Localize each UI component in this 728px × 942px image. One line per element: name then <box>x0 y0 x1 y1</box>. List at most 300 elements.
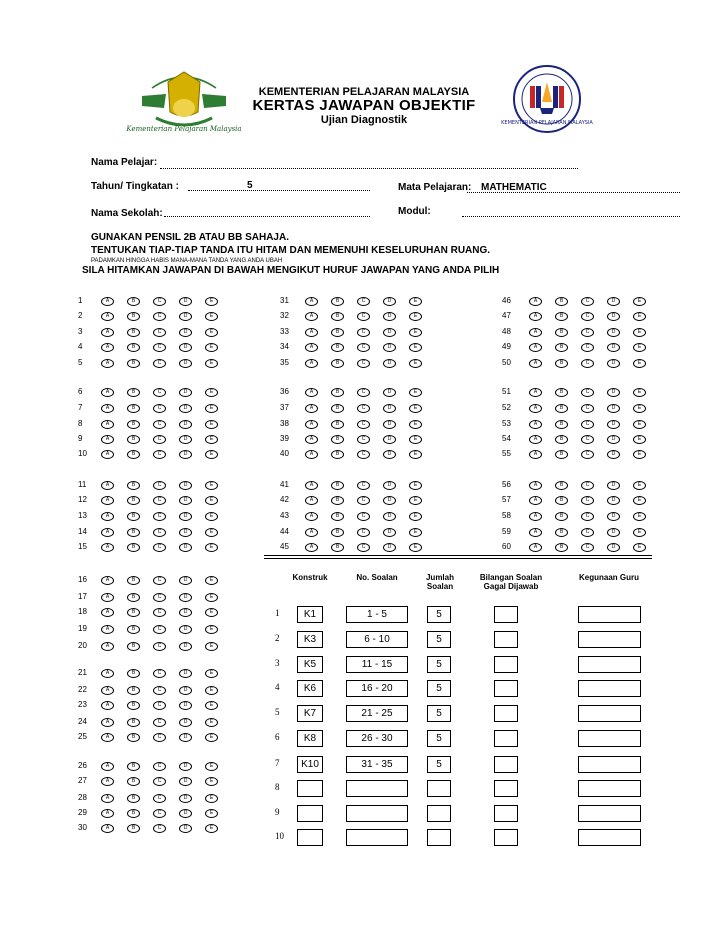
answer-bubble-c[interactable]: C <box>581 512 594 521</box>
teacher-cell[interactable] <box>578 656 641 673</box>
answer-bubble-d[interactable]: D <box>179 450 192 459</box>
answer-bubble-b[interactable]: B <box>331 297 344 306</box>
answer-bubble-e[interactable]: E <box>205 576 218 585</box>
answer-bubble-d[interactable]: D <box>383 481 396 490</box>
answer-bubble-a[interactable]: A <box>101 312 114 321</box>
teacher-cell[interactable] <box>578 631 641 648</box>
answer-bubble-d[interactable]: D <box>607 512 620 521</box>
answer-bubble-d[interactable]: D <box>607 481 620 490</box>
answer-bubble-e[interactable]: E <box>205 528 218 537</box>
answer-bubble-e[interactable]: E <box>205 608 218 617</box>
answer-bubble-b[interactable]: B <box>127 343 140 352</box>
answer-bubble-b[interactable]: B <box>127 496 140 505</box>
failed-cell[interactable] <box>494 631 518 648</box>
answer-bubble-d[interactable]: D <box>383 420 396 429</box>
answer-bubble-a[interactable]: A <box>305 435 318 444</box>
answer-bubble-e[interactable]: E <box>205 686 218 695</box>
answer-bubble-e[interactable]: E <box>205 701 218 710</box>
answer-bubble-a[interactable]: A <box>101 718 114 727</box>
answer-bubble-b[interactable]: B <box>127 359 140 368</box>
answer-bubble-d[interactable]: D <box>179 388 192 397</box>
answer-bubble-a[interactable]: A <box>305 359 318 368</box>
answer-bubble-d[interactable]: D <box>383 404 396 413</box>
teacher-cell[interactable] <box>578 829 641 846</box>
answer-bubble-d[interactable]: D <box>383 328 396 337</box>
answer-bubble-b[interactable]: B <box>331 496 344 505</box>
answer-bubble-b[interactable]: B <box>127 686 140 695</box>
answer-bubble-c[interactable]: C <box>153 642 166 651</box>
answer-bubble-a[interactable]: A <box>101 809 114 818</box>
answer-bubble-b[interactable]: B <box>331 359 344 368</box>
answer-bubble-b[interactable]: B <box>127 512 140 521</box>
answer-bubble-c[interactable]: C <box>357 481 370 490</box>
answer-bubble-d[interactable]: D <box>179 576 192 585</box>
answer-bubble-b[interactable]: B <box>555 404 568 413</box>
answer-bubble-c[interactable]: C <box>153 686 166 695</box>
answer-bubble-d[interactable]: D <box>179 642 192 651</box>
answer-bubble-d[interactable]: D <box>179 669 192 678</box>
answer-bubble-d[interactable]: D <box>383 450 396 459</box>
answer-bubble-e[interactable]: E <box>205 777 218 786</box>
answer-bubble-d[interactable]: D <box>607 404 620 413</box>
answer-bubble-d[interactable]: D <box>383 343 396 352</box>
answer-bubble-e[interactable]: E <box>205 359 218 368</box>
answer-bubble-c[interactable]: C <box>153 359 166 368</box>
answer-bubble-a[interactable]: A <box>305 388 318 397</box>
teacher-cell[interactable] <box>578 805 641 822</box>
answer-bubble-b[interactable]: B <box>127 481 140 490</box>
answer-bubble-c[interactable]: C <box>153 718 166 727</box>
year-field[interactable] <box>188 190 370 191</box>
answer-bubble-d[interactable]: D <box>607 543 620 552</box>
answer-bubble-c[interactable]: C <box>153 701 166 710</box>
answer-bubble-c[interactable]: C <box>357 297 370 306</box>
answer-bubble-a[interactable]: A <box>305 328 318 337</box>
answer-bubble-a[interactable]: A <box>101 359 114 368</box>
answer-bubble-d[interactable]: D <box>383 528 396 537</box>
answer-bubble-e[interactable]: E <box>409 312 422 321</box>
answer-bubble-b[interactable]: B <box>127 733 140 742</box>
answer-bubble-c[interactable]: C <box>581 496 594 505</box>
answer-bubble-c[interactable]: C <box>153 777 166 786</box>
answer-bubble-c[interactable]: C <box>153 404 166 413</box>
answer-bubble-b[interactable]: B <box>127 669 140 678</box>
answer-bubble-c[interactable]: C <box>153 343 166 352</box>
answer-bubble-e[interactable]: E <box>205 312 218 321</box>
answer-bubble-d[interactable]: D <box>179 686 192 695</box>
answer-bubble-c[interactable]: C <box>153 809 166 818</box>
answer-bubble-d[interactable]: D <box>179 762 192 771</box>
answer-bubble-a[interactable]: A <box>305 343 318 352</box>
teacher-cell[interactable] <box>578 680 641 697</box>
answer-bubble-a[interactable]: A <box>101 543 114 552</box>
answer-bubble-d[interactable]: D <box>179 328 192 337</box>
answer-bubble-b[interactable]: B <box>127 297 140 306</box>
answer-bubble-a[interactable]: A <box>101 686 114 695</box>
failed-cell[interactable] <box>494 829 518 846</box>
answer-bubble-e[interactable]: E <box>633 388 646 397</box>
teacher-cell[interactable] <box>578 606 641 623</box>
answer-bubble-c[interactable]: C <box>357 496 370 505</box>
answer-bubble-e[interactable]: E <box>205 450 218 459</box>
answer-bubble-d[interactable]: D <box>607 343 620 352</box>
answer-bubble-e[interactable]: E <box>633 496 646 505</box>
answer-bubble-c[interactable]: C <box>357 343 370 352</box>
answer-bubble-a[interactable]: A <box>529 450 542 459</box>
answer-bubble-a[interactable]: A <box>305 312 318 321</box>
answer-bubble-b[interactable]: B <box>331 420 344 429</box>
answer-bubble-e[interactable]: E <box>205 733 218 742</box>
answer-bubble-c[interactable]: C <box>581 420 594 429</box>
answer-bubble-c[interactable]: C <box>153 576 166 585</box>
name-field[interactable] <box>160 168 578 169</box>
answer-bubble-c[interactable]: C <box>581 404 594 413</box>
answer-bubble-d[interactable]: D <box>179 404 192 413</box>
answer-bubble-d[interactable]: D <box>383 512 396 521</box>
answer-bubble-a[interactable]: A <box>529 512 542 521</box>
answer-bubble-d[interactable]: D <box>383 496 396 505</box>
answer-bubble-c[interactable]: C <box>357 359 370 368</box>
answer-bubble-b[interactable]: B <box>555 420 568 429</box>
answer-bubble-d[interactable]: D <box>607 359 620 368</box>
failed-cell[interactable] <box>494 705 518 722</box>
answer-bubble-a[interactable]: A <box>529 543 542 552</box>
answer-bubble-a[interactable]: A <box>101 435 114 444</box>
answer-bubble-b[interactable]: B <box>127 777 140 786</box>
answer-bubble-d[interactable]: D <box>179 528 192 537</box>
answer-bubble-b[interactable]: B <box>127 762 140 771</box>
answer-bubble-c[interactable]: C <box>357 543 370 552</box>
answer-bubble-b[interactable]: B <box>555 359 568 368</box>
answer-bubble-c[interactable]: C <box>581 388 594 397</box>
answer-bubble-b[interactable]: B <box>127 824 140 833</box>
answer-bubble-d[interactable]: D <box>607 297 620 306</box>
teacher-cell[interactable] <box>578 756 641 773</box>
answer-bubble-c[interactable]: C <box>581 343 594 352</box>
answer-bubble-c[interactable]: C <box>581 435 594 444</box>
answer-bubble-c[interactable]: C <box>153 512 166 521</box>
answer-bubble-e[interactable]: E <box>205 669 218 678</box>
answer-bubble-c[interactable]: C <box>153 450 166 459</box>
answer-bubble-a[interactable]: A <box>101 328 114 337</box>
answer-bubble-a[interactable]: A <box>101 343 114 352</box>
answer-bubble-e[interactable]: E <box>205 625 218 634</box>
answer-bubble-b[interactable]: B <box>127 608 140 617</box>
answer-bubble-b[interactable]: B <box>127 543 140 552</box>
answer-bubble-e[interactable]: E <box>205 718 218 727</box>
answer-bubble-e[interactable]: E <box>633 312 646 321</box>
answer-bubble-e[interactable]: E <box>633 450 646 459</box>
answer-bubble-e[interactable]: E <box>409 543 422 552</box>
answer-bubble-b[interactable]: B <box>555 512 568 521</box>
answer-bubble-c[interactable]: C <box>153 608 166 617</box>
answer-bubble-e[interactable]: E <box>205 343 218 352</box>
answer-bubble-c[interactable]: C <box>581 359 594 368</box>
answer-bubble-c[interactable]: C <box>357 420 370 429</box>
answer-bubble-c[interactable]: C <box>153 543 166 552</box>
answer-bubble-a[interactable]: A <box>529 496 542 505</box>
answer-bubble-c[interactable]: C <box>153 669 166 678</box>
answer-bubble-b[interactable]: B <box>555 312 568 321</box>
answer-bubble-a[interactable]: A <box>529 312 542 321</box>
answer-bubble-e[interactable]: E <box>409 435 422 444</box>
answer-bubble-e[interactable]: E <box>205 481 218 490</box>
answer-bubble-a[interactable]: A <box>529 359 542 368</box>
teacher-cell[interactable] <box>578 730 641 747</box>
answer-bubble-e[interactable]: E <box>633 512 646 521</box>
answer-bubble-e[interactable]: E <box>205 297 218 306</box>
answer-bubble-d[interactable]: D <box>607 312 620 321</box>
answer-bubble-b[interactable]: B <box>127 642 140 651</box>
answer-bubble-e[interactable]: E <box>633 481 646 490</box>
answer-bubble-a[interactable]: A <box>101 733 114 742</box>
answer-bubble-e[interactable]: E <box>205 762 218 771</box>
answer-bubble-d[interactable]: D <box>179 312 192 321</box>
answer-bubble-c[interactable]: C <box>581 528 594 537</box>
answer-bubble-c[interactable]: C <box>581 481 594 490</box>
answer-bubble-c[interactable]: C <box>153 435 166 444</box>
answer-bubble-b[interactable]: B <box>331 543 344 552</box>
answer-bubble-d[interactable]: D <box>607 496 620 505</box>
answer-bubble-e[interactable]: E <box>205 404 218 413</box>
answer-bubble-a[interactable]: A <box>101 642 114 651</box>
failed-cell[interactable] <box>494 780 518 797</box>
answer-bubble-a[interactable]: A <box>101 297 114 306</box>
answer-bubble-a[interactable]: A <box>529 420 542 429</box>
answer-bubble-d[interactable]: D <box>383 388 396 397</box>
answer-bubble-b[interactable]: B <box>127 420 140 429</box>
answer-bubble-d[interactable]: D <box>179 543 192 552</box>
answer-bubble-c[interactable]: C <box>357 312 370 321</box>
answer-bubble-c[interactable]: C <box>153 297 166 306</box>
answer-bubble-e[interactable]: E <box>633 528 646 537</box>
answer-bubble-b[interactable]: B <box>555 435 568 444</box>
answer-bubble-c[interactable]: C <box>153 420 166 429</box>
answer-bubble-b[interactable]: B <box>331 481 344 490</box>
answer-bubble-c[interactable]: C <box>153 328 166 337</box>
answer-bubble-a[interactable]: A <box>101 404 114 413</box>
answer-bubble-b[interactable]: B <box>555 450 568 459</box>
answer-bubble-a[interactable]: A <box>101 512 114 521</box>
answer-bubble-e[interactable]: E <box>633 297 646 306</box>
answer-bubble-b[interactable]: B <box>331 328 344 337</box>
answer-bubble-e[interactable]: E <box>409 359 422 368</box>
answer-bubble-b[interactable]: B <box>331 404 344 413</box>
answer-bubble-d[interactable]: D <box>383 543 396 552</box>
answer-bubble-d[interactable]: D <box>383 312 396 321</box>
answer-bubble-d[interactable]: D <box>179 777 192 786</box>
answer-bubble-a[interactable]: A <box>101 625 114 634</box>
answer-bubble-a[interactable]: A <box>305 496 318 505</box>
answer-bubble-b[interactable]: B <box>331 388 344 397</box>
answer-bubble-a[interactable]: A <box>529 528 542 537</box>
answer-bubble-e[interactable]: E <box>633 420 646 429</box>
answer-bubble-a[interactable]: A <box>305 404 318 413</box>
answer-bubble-b[interactable]: B <box>555 481 568 490</box>
answer-bubble-d[interactable]: D <box>179 496 192 505</box>
answer-bubble-b[interactable]: B <box>127 450 140 459</box>
answer-bubble-b[interactable]: B <box>331 343 344 352</box>
answer-bubble-d[interactable]: D <box>179 481 192 490</box>
answer-bubble-e[interactable]: E <box>633 404 646 413</box>
answer-bubble-b[interactable]: B <box>127 435 140 444</box>
answer-bubble-b[interactable]: B <box>331 528 344 537</box>
answer-bubble-c[interactable]: C <box>581 297 594 306</box>
answer-bubble-d[interactable]: D <box>179 625 192 634</box>
answer-bubble-c[interactable]: C <box>153 593 166 602</box>
failed-cell[interactable] <box>494 756 518 773</box>
module-field[interactable] <box>462 216 680 217</box>
answer-bubble-a[interactable]: A <box>101 576 114 585</box>
answer-bubble-e[interactable]: E <box>409 388 422 397</box>
answer-bubble-c[interactable]: C <box>153 794 166 803</box>
answer-bubble-b[interactable]: B <box>127 388 140 397</box>
answer-bubble-b[interactable]: B <box>127 528 140 537</box>
answer-bubble-b[interactable]: B <box>127 794 140 803</box>
answer-bubble-e[interactable]: E <box>205 435 218 444</box>
answer-bubble-d[interactable]: D <box>607 388 620 397</box>
answer-bubble-c[interactable]: C <box>153 528 166 537</box>
answer-bubble-c[interactable]: C <box>153 481 166 490</box>
failed-cell[interactable] <box>494 680 518 697</box>
answer-bubble-c[interactable]: C <box>357 450 370 459</box>
answer-bubble-e[interactable]: E <box>205 420 218 429</box>
answer-bubble-a[interactable]: A <box>101 496 114 505</box>
answer-bubble-c[interactable]: C <box>581 312 594 321</box>
answer-bubble-c[interactable]: C <box>357 328 370 337</box>
answer-bubble-d[interactable]: D <box>179 718 192 727</box>
answer-bubble-d[interactable]: D <box>607 528 620 537</box>
answer-bubble-e[interactable]: E <box>633 359 646 368</box>
answer-bubble-e[interactable]: E <box>205 824 218 833</box>
teacher-cell[interactable] <box>578 780 641 797</box>
answer-bubble-c[interactable]: C <box>153 388 166 397</box>
answer-bubble-b[interactable]: B <box>127 809 140 818</box>
answer-bubble-a[interactable]: A <box>529 435 542 444</box>
answer-bubble-d[interactable]: D <box>179 435 192 444</box>
answer-bubble-b[interactable]: B <box>331 435 344 444</box>
answer-bubble-a[interactable]: A <box>101 669 114 678</box>
teacher-cell[interactable] <box>578 705 641 722</box>
answer-bubble-e[interactable]: E <box>633 343 646 352</box>
answer-bubble-b[interactable]: B <box>127 701 140 710</box>
answer-bubble-b[interactable]: B <box>555 297 568 306</box>
answer-bubble-a[interactable]: A <box>529 297 542 306</box>
answer-bubble-e[interactable]: E <box>205 593 218 602</box>
answer-bubble-e[interactable]: E <box>205 794 218 803</box>
answer-bubble-a[interactable]: A <box>305 543 318 552</box>
answer-bubble-a[interactable]: A <box>101 481 114 490</box>
answer-bubble-a[interactable]: A <box>101 450 114 459</box>
answer-bubble-d[interactable]: D <box>607 420 620 429</box>
answer-bubble-b[interactable]: B <box>127 593 140 602</box>
answer-bubble-a[interactable]: A <box>529 328 542 337</box>
answer-bubble-a[interactable]: A <box>529 388 542 397</box>
answer-bubble-e[interactable]: E <box>409 328 422 337</box>
answer-bubble-b[interactable]: B <box>127 718 140 727</box>
answer-bubble-d[interactable]: D <box>383 297 396 306</box>
answer-bubble-b[interactable]: B <box>331 450 344 459</box>
answer-bubble-a[interactable]: A <box>101 420 114 429</box>
answer-bubble-b[interactable]: B <box>331 312 344 321</box>
answer-bubble-b[interactable]: B <box>555 528 568 537</box>
failed-cell[interactable] <box>494 656 518 673</box>
answer-bubble-a[interactable]: A <box>305 420 318 429</box>
failed-cell[interactable] <box>494 805 518 822</box>
answer-bubble-e[interactable]: E <box>409 481 422 490</box>
answer-bubble-e[interactable]: E <box>409 528 422 537</box>
answer-bubble-a[interactable]: A <box>529 481 542 490</box>
answer-bubble-d[interactable]: D <box>179 733 192 742</box>
answer-bubble-b[interactable]: B <box>127 625 140 634</box>
answer-bubble-b[interactable]: B <box>127 328 140 337</box>
failed-cell[interactable] <box>494 606 518 623</box>
answer-bubble-b[interactable]: B <box>555 496 568 505</box>
answer-bubble-d[interactable]: D <box>179 593 192 602</box>
answer-bubble-d[interactable]: D <box>179 343 192 352</box>
answer-bubble-b[interactable]: B <box>555 388 568 397</box>
answer-bubble-c[interactable]: C <box>357 528 370 537</box>
answer-bubble-e[interactable]: E <box>205 543 218 552</box>
answer-bubble-a[interactable]: A <box>101 701 114 710</box>
answer-bubble-a[interactable]: A <box>305 297 318 306</box>
answer-bubble-a[interactable]: A <box>101 824 114 833</box>
answer-bubble-a[interactable]: A <box>305 481 318 490</box>
school-field[interactable] <box>164 216 370 217</box>
answer-bubble-c[interactable]: C <box>153 824 166 833</box>
answer-bubble-c[interactable]: C <box>581 543 594 552</box>
answer-bubble-e[interactable]: E <box>633 543 646 552</box>
answer-bubble-c[interactable]: C <box>357 435 370 444</box>
answer-bubble-d[interactable]: D <box>607 328 620 337</box>
answer-bubble-d[interactable]: D <box>179 512 192 521</box>
answer-bubble-b[interactable]: B <box>127 576 140 585</box>
answer-bubble-b[interactable]: B <box>127 404 140 413</box>
answer-bubble-c[interactable]: C <box>153 312 166 321</box>
answer-bubble-b[interactable]: B <box>127 312 140 321</box>
answer-bubble-d[interactable]: D <box>607 435 620 444</box>
answer-bubble-a[interactable]: A <box>305 528 318 537</box>
answer-bubble-c[interactable]: C <box>153 762 166 771</box>
answer-bubble-a[interactable]: A <box>529 404 542 413</box>
answer-bubble-e[interactable]: E <box>205 388 218 397</box>
answer-bubble-a[interactable]: A <box>101 388 114 397</box>
answer-bubble-d[interactable]: D <box>179 420 192 429</box>
answer-bubble-d[interactable]: D <box>607 450 620 459</box>
answer-bubble-a[interactable]: A <box>305 512 318 521</box>
answer-bubble-d[interactable]: D <box>179 701 192 710</box>
answer-bubble-c[interactable]: C <box>357 512 370 521</box>
answer-bubble-e[interactable]: E <box>409 404 422 413</box>
answer-bubble-c[interactable]: C <box>357 388 370 397</box>
answer-bubble-e[interactable]: E <box>205 512 218 521</box>
answer-bubble-c[interactable]: C <box>153 625 166 634</box>
answer-bubble-b[interactable]: B <box>555 543 568 552</box>
answer-bubble-e[interactable]: E <box>409 512 422 521</box>
answer-bubble-d[interactable]: D <box>383 359 396 368</box>
answer-bubble-d[interactable]: D <box>179 809 192 818</box>
answer-bubble-e[interactable]: E <box>409 420 422 429</box>
answer-bubble-e[interactable]: E <box>409 343 422 352</box>
answer-bubble-b[interactable]: B <box>331 512 344 521</box>
answer-bubble-d[interactable]: D <box>179 608 192 617</box>
answer-bubble-e[interactable]: E <box>205 809 218 818</box>
answer-bubble-a[interactable]: A <box>101 777 114 786</box>
answer-bubble-e[interactable]: E <box>633 435 646 444</box>
answer-bubble-a[interactable]: A <box>101 593 114 602</box>
answer-bubble-c[interactable]: C <box>357 404 370 413</box>
answer-bubble-a[interactable]: A <box>101 528 114 537</box>
